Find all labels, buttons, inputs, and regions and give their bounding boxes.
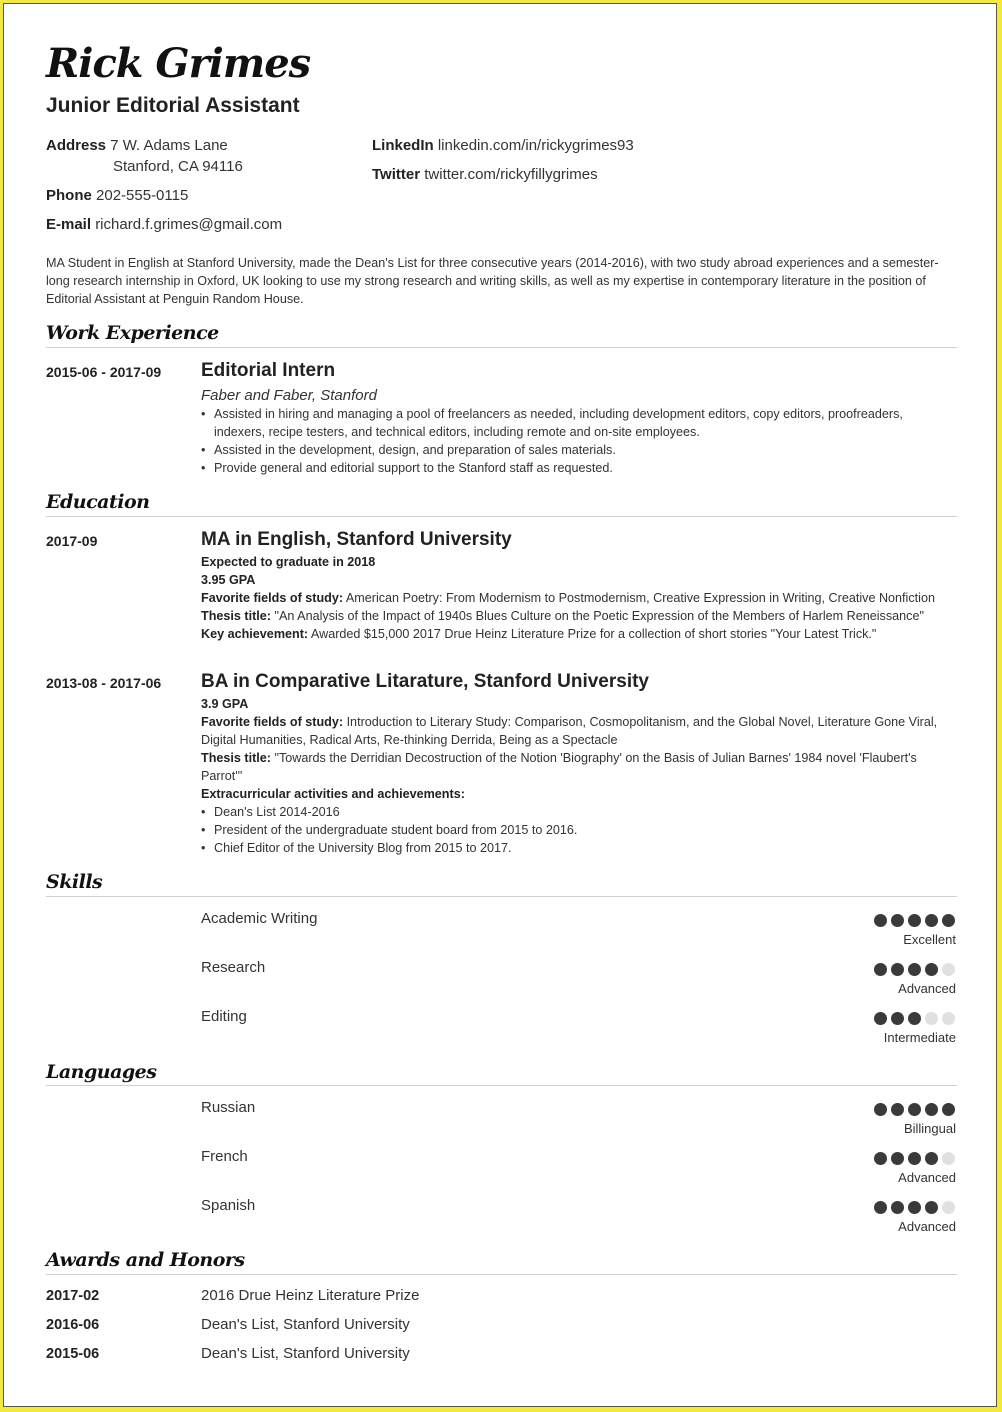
- section-divider: [46, 1085, 957, 1086]
- candidate-name: Rick Grimes: [46, 40, 311, 87]
- rating-dot-filled: [891, 1152, 904, 1165]
- rating-dot-filled: [925, 1201, 938, 1214]
- award-date: 2016-06: [46, 1317, 100, 1333]
- language-level: Billingual: [903, 1121, 956, 1136]
- fields-label: Favorite fields of study:: [201, 591, 344, 605]
- list-item: • President of the undergraduate student board from 2015 to 2016.: [201, 821, 956, 839]
- twitter-label: Twitter: [372, 166, 421, 183]
- email-value[interactable]: richard.f.grimes@gmail.com: [95, 216, 283, 233]
- rating-dot-filled: [891, 1103, 904, 1116]
- section-divider: [46, 516, 957, 517]
- education-details: [201, 553, 956, 643]
- phone-value: 202-555-0115: [96, 187, 189, 204]
- section-heading-work: Work Experience: [46, 322, 219, 344]
- skill-name: Academic Writing: [201, 910, 318, 927]
- work-company: Faber and Faber, Stanford: [201, 387, 377, 404]
- achievement-value: Awarded $15,000 2017 Drue Heinz Literature Prize for a collection of short stories "Your Latest Trick.": [310, 627, 877, 641]
- language-level: Advanced: [898, 1170, 956, 1185]
- education-date: 2017-09: [46, 533, 98, 549]
- list-item: • Provide general and editorial support to the Stanford staff as requested.: [201, 459, 956, 477]
- fields-value: Introduction to Literary Study: Comparison, Cosmopolitanism, and the Global Novel, Literature Gone Viral, Digital Humanities, Radical Arts, Re-thinking Derrida, Being as a Spectacle: [201, 715, 938, 747]
- language-name: Spanish: [201, 1197, 256, 1214]
- section-heading-education: Education: [46, 491, 150, 513]
- rating-dot-filled: [874, 1012, 887, 1025]
- list-item: • Dean's List 2014-2016: [201, 803, 956, 821]
- work-date: 2015-06 - 2017-09: [46, 364, 162, 380]
- skill-name: Editing: [201, 1008, 247, 1025]
- skill-rating: [874, 963, 958, 977]
- thesis-value: "Towards the Derridian Decostruction of the Notion 'Biography' on the Basis of Julian Barnes' 1984 novel 'Flaubert's Parrot'": [201, 751, 917, 783]
- rating-dot-filled: [874, 1152, 887, 1165]
- education-title: MA in English, Stanford University: [201, 529, 512, 550]
- contact-email: [46, 214, 282, 235]
- rating-dot-filled: [891, 1201, 904, 1214]
- rating-dot-filled: [908, 1012, 921, 1025]
- education-date: 2013-08 - 2017-06: [46, 675, 162, 691]
- achievement-label: Key achievement:: [201, 627, 309, 641]
- language-rating: [874, 1152, 958, 1166]
- job-title: Junior Editorial Assistant: [46, 94, 300, 117]
- rating-dot-filled: [925, 1103, 938, 1116]
- rating-dot-filled: [874, 1103, 887, 1116]
- language-rating: [874, 1103, 958, 1117]
- language-rating: [874, 1201, 958, 1215]
- fields-label: Favorite fields of study:: [201, 715, 344, 729]
- work-title: Editorial Intern: [201, 360, 336, 381]
- rating-dot-filled: [874, 914, 887, 927]
- rating-dot-empty: [942, 1201, 955, 1214]
- rating-dot-empty: [942, 963, 955, 976]
- section-heading-languages: Languages: [46, 1061, 157, 1083]
- rating-dot-filled: [908, 914, 921, 927]
- gpa: 3.9 GPA: [201, 697, 249, 711]
- section-heading-awards: Awards and Honors: [46, 1249, 245, 1271]
- rating-dot-filled: [908, 963, 921, 976]
- profile-summary: MA Student in English at Stanford University, made the Dean's List for three consecutive years (2014-2016), with two study abroad experiences and a semester-long research internship in Oxford, UK looking to use my strong research and writing skills, as well as my expertise in contemporary literature in the position of Editorial Assistant at Penguin Random House.: [46, 256, 939, 306]
- skill-level: Advanced: [898, 981, 956, 996]
- list-item: • Assisted in the development, design, and preparation of sales materials.: [201, 441, 956, 459]
- rating-dot-filled: [908, 1152, 921, 1165]
- rating-dot-filled: [908, 1103, 921, 1116]
- section-divider: [46, 1274, 957, 1275]
- rating-dot-empty: [942, 1152, 955, 1165]
- list-item: • Assisted in hiring and managing a pool of freelancers as needed, including development editors, copy editors, proofreaders, indexers, recipe testers, and technical editors, including remote and on-site employees.: [201, 405, 956, 441]
- gpa: 3.95 GPA: [201, 573, 256, 587]
- section-divider: [46, 896, 957, 897]
- contact-linkedin: [372, 135, 634, 156]
- education-details: [201, 695, 956, 857]
- thesis-label: Thesis title:: [201, 751, 271, 765]
- fields-value: American Poetry: From Modernism to Postmodernism, Creative Expression in Writing, Creative Nonfiction: [345, 591, 935, 605]
- award-text: Dean's List, Stanford University: [201, 1345, 410, 1362]
- rating-dot-filled: [891, 914, 904, 927]
- rating-dot-filled: [925, 914, 938, 927]
- address-line1: 7 W. Adams Lane: [110, 137, 228, 154]
- rating-dot-filled: [891, 1012, 904, 1025]
- skill-rating: [874, 1012, 958, 1026]
- education-title: BA in Comparative Litarature, Stanford University: [201, 671, 650, 692]
- address-label: Address: [46, 137, 107, 154]
- resume-page: [4, 4, 998, 1408]
- work-bullets: [201, 405, 956, 477]
- award-date: 2017-02: [46, 1288, 100, 1304]
- resume-frame: [3, 3, 997, 1407]
- list-item: • Chief Editor of the University Blog from 2015 to 2017.: [201, 839, 956, 857]
- language-name: Russian: [201, 1099, 256, 1116]
- award-date: 2015-06: [46, 1346, 100, 1362]
- skill-name: Research: [201, 959, 266, 976]
- skill-level: Excellent: [903, 932, 956, 947]
- language-level: Advanced: [898, 1219, 956, 1234]
- rating-dot-filled: [874, 963, 887, 976]
- contact-address: [46, 135, 228, 156]
- rating-dot-empty: [925, 1012, 938, 1025]
- thesis-value: "An Analysis of the Impact of 1940s Blues Culture on the Poetic Expression of the Members of Harlem Reneissance": [274, 609, 924, 623]
- rating-dot-filled: [942, 914, 955, 927]
- phone-label: Phone: [46, 187, 92, 204]
- twitter-link[interactable]: twitter.com/rickyfillygrimes: [424, 166, 598, 183]
- contact-twitter: [372, 164, 598, 185]
- language-name: French: [201, 1148, 248, 1165]
- extracurricular-label: Extracurricular activities and achievements:: [201, 787, 465, 801]
- linkedin-link[interactable]: linkedin.com/in/rickygrimes93: [437, 137, 634, 154]
- email-label: E-mail: [46, 216, 92, 233]
- thesis-label: Thesis title:: [201, 609, 271, 623]
- skill-level: Intermediate: [883, 1030, 956, 1045]
- rating-dot-filled: [942, 1103, 955, 1116]
- rating-dot-filled: [908, 1201, 921, 1214]
- skill-rating: [874, 914, 958, 928]
- rating-dot-filled: [891, 963, 904, 976]
- address-line2: Stanford, CA 94116: [113, 158, 243, 175]
- section-divider: [46, 347, 957, 348]
- award-text: 2016 Drue Heinz Literature Prize: [201, 1287, 420, 1304]
- contact-phone: [46, 185, 188, 206]
- linkedin-label: LinkedIn: [372, 137, 434, 154]
- rating-dot-empty: [942, 1012, 955, 1025]
- graduation-note: Expected to graduate in 2018: [201, 555, 376, 569]
- rating-dot-filled: [925, 963, 938, 976]
- rating-dot-filled: [874, 1201, 887, 1214]
- award-text: Dean's List, Stanford University: [201, 1316, 410, 1333]
- section-heading-skills: Skills: [46, 871, 103, 893]
- rating-dot-filled: [925, 1152, 938, 1165]
